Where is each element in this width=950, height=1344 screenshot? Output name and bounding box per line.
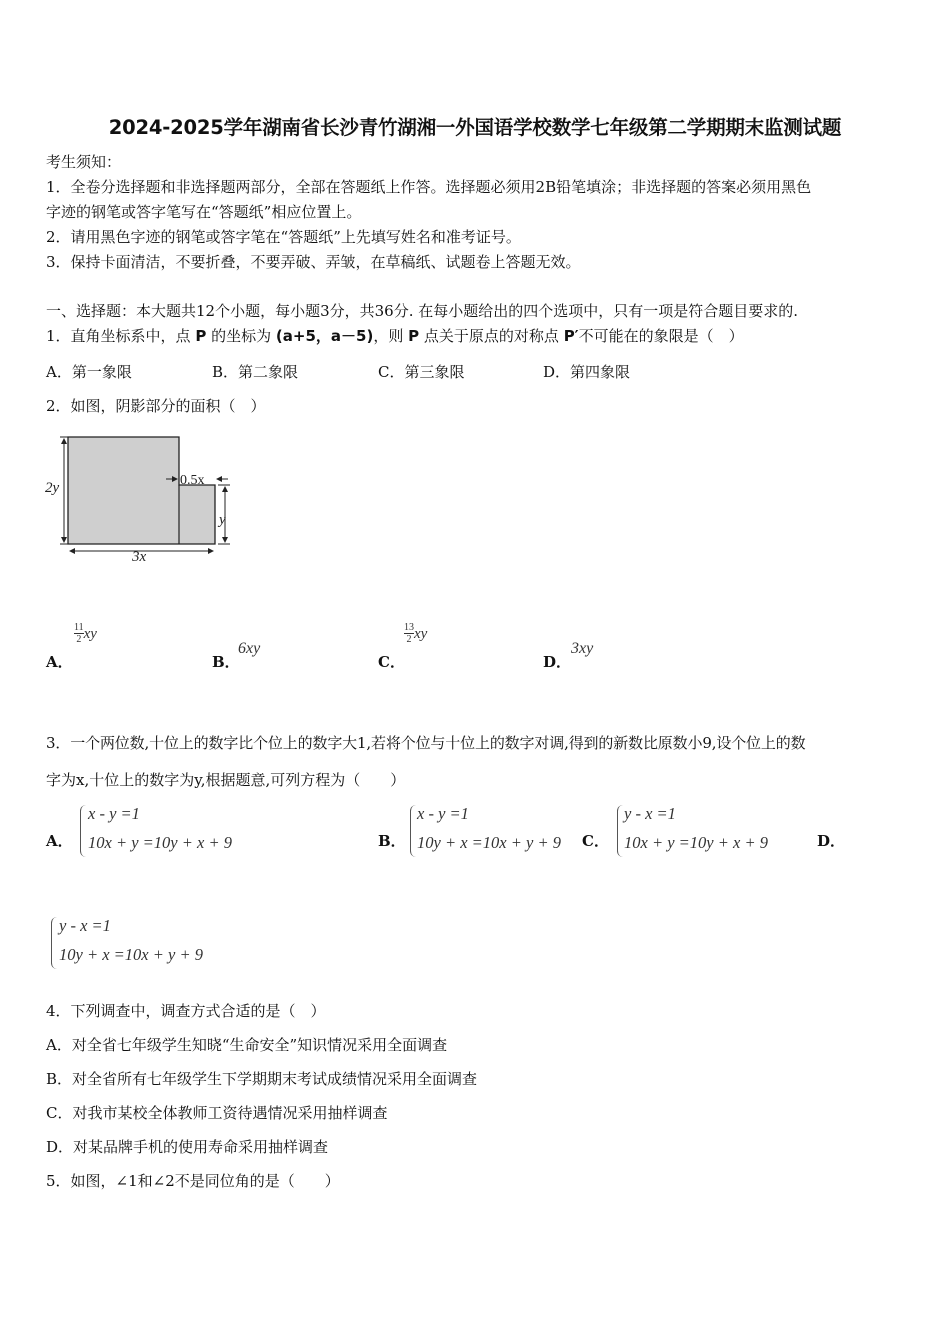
question-2-option-b-value: 6xy	[238, 640, 261, 657]
question-3-option-c-label: C．	[582, 832, 609, 850]
question-2-option-b-label: B．	[212, 653, 240, 671]
question-2-figure	[40, 430, 240, 570]
question-4-option-b: B．对全省所有七年级学生下学期期末考试成绩情况采用全面调查	[46, 1070, 478, 1088]
question-5-stem: 5．如图，∠1和∠2不是同位角的是（ ）	[46, 1172, 340, 1190]
question-1-option-b: B．第二象限	[212, 363, 299, 381]
right-dimension-label: y	[219, 512, 226, 528]
question-2-option-c-value: $\frac{13}{2}$ xy	[404, 622, 428, 645]
section-heading: 一、选择题：本大题共12个小题，每小题3分，共36分. 在每小题给出的四个选项中，只有一项是符合题目要求的.	[46, 302, 799, 320]
question-3-line-1: 3．一个两位数,十位上的数字比个位上的数字大1,若将个位与十位上的数字对调,得到的新数比原数小9,设个位上的数	[46, 734, 806, 752]
question-3-option-d-brace	[51, 917, 58, 969]
question-2-option-a-label: A．	[46, 653, 73, 671]
question-3-option-d-eq-1: y - x =1	[59, 916, 111, 935]
notice-item-1-line-1: 1．全卷分选择题和非选择题两部分，全部在答题纸上作答。选择题必须用2B铅笔填涂；非选择题的答案必须用黑色	[46, 178, 812, 196]
question-4-option-a: A．对全省七年级学生知晓“生命安全”知识情况采用全面调查	[46, 1036, 448, 1054]
question-3-option-b-eq-2: 10y + x =10x + y + 9	[417, 833, 561, 852]
question-3-option-d-eq-2: 10y + x =10x + y + 9	[59, 945, 203, 964]
question-3-option-a-brace	[80, 805, 87, 857]
question-4-option-c: C．对我市某校全体教师工资待遇情况采用抽样调查	[46, 1104, 388, 1122]
question-2-option-a-value: $\frac{11}{2}$ xy	[74, 622, 97, 645]
question-1-option-d: D．第四象限	[543, 363, 631, 381]
question-2-stem: 2．如图，阴影部分的面积（ ）	[46, 397, 266, 415]
question-3-option-c-eq-1: y - x =1	[624, 804, 676, 823]
question-4-stem: 4．下列调查中，调查方式合适的是（ ）	[46, 1002, 326, 1020]
question-3-option-d-label: D．	[817, 832, 846, 850]
question-3-option-a-eq-2: 10x + y =10y + x + 9	[88, 833, 232, 852]
notice-item-2: 2．请用黑色字迹的钢笔或答字笔在“答题纸”上先填写姓名和准考证号。	[46, 228, 521, 246]
shaded-region	[68, 437, 215, 544]
notice-heading: 考生须知：	[46, 153, 122, 171]
question-2-option-c-label: C．	[378, 653, 405, 671]
notice-item-3: 3．保持卡面清洁，不要折叠，不要弄破、弄皱，在草稿纸、试题卷上答题无效。	[46, 253, 581, 271]
question-3-option-b-brace	[410, 805, 417, 857]
question-2-option-d-label: D．	[543, 653, 572, 671]
question-1-stem: 1．直角坐标系中，点 P 的坐标为 (a+5，a－5)，则 P 点关于原点的对称点 P′不可能在的象限是（ ）	[46, 327, 744, 345]
question-4-option-d: D．对某品牌手机的使用寿命采用抽样调查	[46, 1138, 329, 1156]
question-1-option-c: C．第三象限	[378, 363, 465, 381]
bottom-dimension-label: 3x	[132, 549, 147, 565]
question-3-option-a-label: A．	[46, 832, 73, 850]
question-3-option-b-eq-1: x - y =1	[417, 804, 469, 823]
question-3-option-a-eq-1: x - y =1	[88, 804, 140, 823]
left-dimension-label: 2y	[45, 480, 60, 496]
question-3-line-2: 字为x,十位上的数字为y,根据题意,可列方程为（ ）	[46, 771, 406, 789]
page-title: 2024-2025学年湖南省长沙青竹湖湘一外国语学校数学七年级第二学期期末监测试题	[108, 116, 842, 139]
question-3-option-b-label: B．	[378, 832, 406, 850]
notice-item-1-line-2: 字迹的钢笔或答字笔写在“答题纸”相应位置上。	[46, 203, 362, 221]
question-3-option-c-eq-2: 10x + y =10y + x + 9	[624, 833, 768, 852]
question-3-option-c-brace	[617, 805, 624, 857]
question-2-option-d-value: 3xy	[571, 640, 594, 657]
step-dimension-label: 0.5x	[180, 473, 205, 488]
question-1-option-a: A．第一象限	[46, 363, 132, 381]
